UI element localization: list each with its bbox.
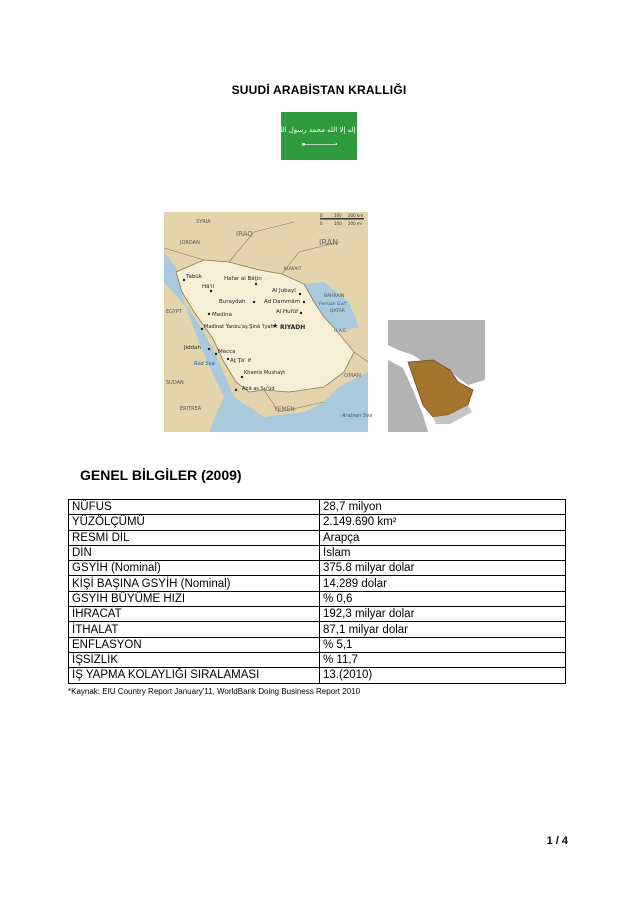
table-row [69,545,566,560]
row-label: ENFLASYON [69,637,320,652]
row-label: GSYİH (Nominal) [69,561,320,576]
source-note: *Kaynak: EIU Country Report January'11, WorldBank Doing Business Report 2010 [68,687,361,696]
row-value: % 11,7 [320,652,566,667]
scale-km-100: 100 [334,213,342,218]
table-row [69,591,566,606]
row-value: 375.8 milyar dolar [320,561,566,576]
city-medina: Medina [212,312,233,318]
row-value: 13.(2010) [320,668,566,683]
city-hail: Hā'il [202,284,215,290]
map-label-oman: OMAN [344,373,361,379]
page-number: 1 / 4 [546,835,568,847]
map-label-yemen: YEMEN [274,406,295,413]
row-label: DİN [69,545,320,560]
row-value: 2.149.690 km² [320,515,566,530]
row-label: İTHALAT [69,622,320,637]
row-value: 28,7 milyon [320,500,566,515]
map-label-persian-gulf: Persian Gulf [319,302,347,307]
map-label-egypt: EGYPT [166,309,182,315]
row-value: 87,1 milyar dolar [320,622,566,637]
city-buraydah: Buraydah [219,299,246,305]
map-label-uae: U.A.E. [334,329,348,334]
table-row [69,637,566,652]
row-label: YÜZÖLÇÜMÜ [69,515,320,530]
row-value: 192,3 milyar dolar [320,607,566,622]
city-hufuf: Al Hufūf [276,309,299,315]
city-yanbu: Madīnat Yanbu'aş Şinā 'īyah [204,324,274,330]
map-label-bahrain: BAHRAIN [324,294,345,299]
scale-mi-0: 0 [320,221,323,226]
row-label: KİŞİ BAŞINA GSYİH (Nominal) [69,576,320,591]
map-label-jordan: JORDAN [180,240,200,246]
map-label-arabian-sea: Arabian Sea [342,413,373,419]
city-abha: Abā as Su'ūd [242,386,275,392]
scale-km-200: 200 km [348,213,364,218]
city-jiddah: Jiddah [184,345,201,351]
map-label-qatar: QATAR [330,309,345,314]
saudi-flag-image [276,112,362,160]
section-heading: GENEL BİLGİLER (2009) [80,467,242,483]
row-value: % 0,6 [320,591,566,606]
table-row [69,652,566,667]
general-info-table [68,499,566,684]
table-row [69,530,566,545]
map-label-red-sea: Red Sea [194,361,215,367]
city-mecca: Mecca [218,349,236,355]
scale-mi-100: 100 [334,221,342,226]
table-row [69,668,566,683]
map-label-sudan: SUDAN [166,380,184,386]
page-title: SUUDİ ARABİSTAN KRALLIĞI [231,83,407,97]
table-row [69,515,566,530]
city-tabuk: Tabūk [186,274,202,280]
row-label: İHRACAT [69,607,320,622]
table-row [69,500,566,515]
scale-km-0: 0 [320,213,323,218]
city-jubayl: Al Jubayl [272,288,296,294]
map-label-iraq: IRAQ [236,230,253,238]
map-label-kuwait: KUWAIT [284,267,302,272]
flag-shahada: لا إله إلا الله محمد رسول الله [276,126,362,134]
scale-mi-200: 200 mi [348,221,362,226]
row-label: NÜFUS [69,500,320,515]
row-label: GSYİH BÜYÜME HIZI [69,591,320,606]
saudi-arabia-map [164,212,373,432]
table-row [69,561,566,576]
row-value: Arapça [320,530,566,545]
city-taif: Aţ Ţā' if [230,358,252,364]
city-khamis: Khamis Mushayt [244,370,286,376]
table-row [69,607,566,622]
row-label: İŞSİZLİK [69,652,320,667]
svg-text:★: ★ [272,322,279,330]
city-hafar: Hafar al Bāţin [224,276,262,282]
map-label-syria: SYRIA [196,219,211,225]
region-locator-map [388,320,485,432]
city-dammam: Ad Dammām [264,299,300,305]
city-riyadh: RIYADH [280,324,306,331]
row-label: İŞ YAPMA KOLAYLIĞI SIRALAMASI [69,668,320,683]
map-label-eritrea: ERITREA [180,406,202,412]
row-value: İslam [320,545,566,560]
map-label-iran: IRAN [319,238,339,247]
row-label: RESMİ DİL [69,530,320,545]
row-value: % 5,1 [320,637,566,652]
row-value: 14.289 dolar [320,576,566,591]
table-row [69,576,566,591]
table-row [69,622,566,637]
